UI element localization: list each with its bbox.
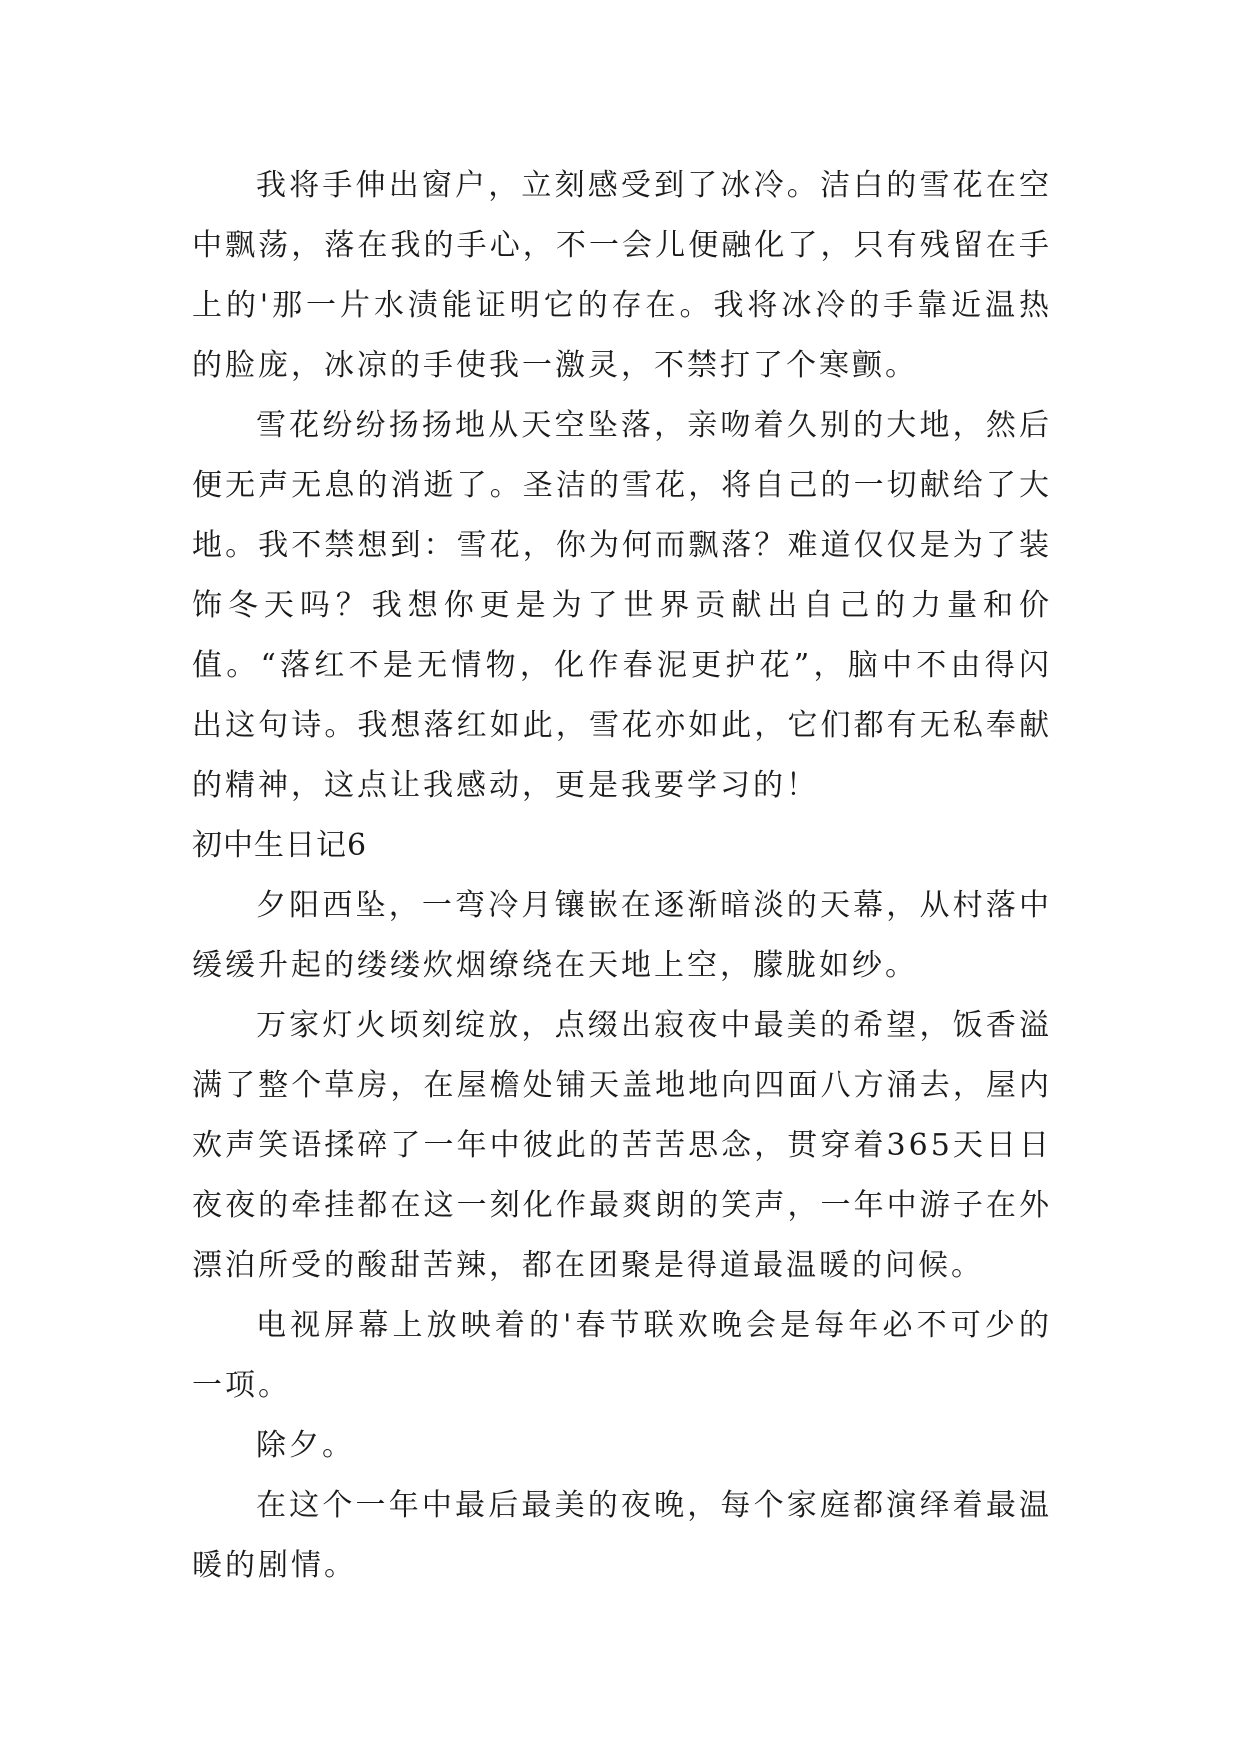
section-heading: 初中生日记6 — [192, 828, 368, 863]
paragraph: 在这个一年中最后最美的夜晚，每个家庭都演绎着最温暖的剧情。 — [192, 1488, 1052, 1583]
paragraph: 除夕。 — [256, 1428, 355, 1463]
paragraph: 雪花纷纷扬扬地从天空坠落，亲吻着久别的大地，然后便无声无息的消逝了。圣洁的雪花，将自己的一切献给了大地。我不禁想到：雪花，你为何而飘落？难道仅仅是为了装饰冬天吗？我想你更是为了世界贡献出自己的力量和价值。“落红不是无情物，化作春泥更护花”，脑中不由得闪出这句诗。我想落红如此，雪花亦如此，它们都有无私奉献的精神，这点让我感动，更是我要学习的！ — [192, 408, 1052, 803]
paragraph: 夕阳西坠，一弯冷月镶嵌在逐渐暗淡的天幕，从村落中缓缓升起的缕缕炊烟缭绕在天地上空，朦胧如纱。 — [192, 888, 1052, 983]
document-body — [192, 156, 1052, 1596]
paragraph: 我将手伸出窗户，立刻感受到了冰冷。洁白的雪花在空中飘荡，落在我的手心，不一会儿便融化了，只有残留在手上的'那一片水渍能证明它的存在。我将冰冷的手靠近温热的脸庞，冰凉的手使我一激灵，不禁打了个寒颤。 — [192, 168, 1052, 383]
paragraph: 万家灯火顷刻绽放，点缀出寂夜中最美的希望，饭香溢满了整个草房，在屋檐处铺天盖地地向四面八方涌去，屋内欢声笑语揉碎了一年中彼此的苦苦思念，贯穿着365天日日夜夜的牵挂都在这一刻化作最爽朗的笑声，一年中游子在外漂泊所受的酸甜苦辣，都在团聚是得道最温暖的问候。 — [192, 1008, 1052, 1283]
paragraph: 电视屏幕上放映着的'春节联欢晚会是每年必不可少的一项。 — [192, 1308, 1052, 1403]
